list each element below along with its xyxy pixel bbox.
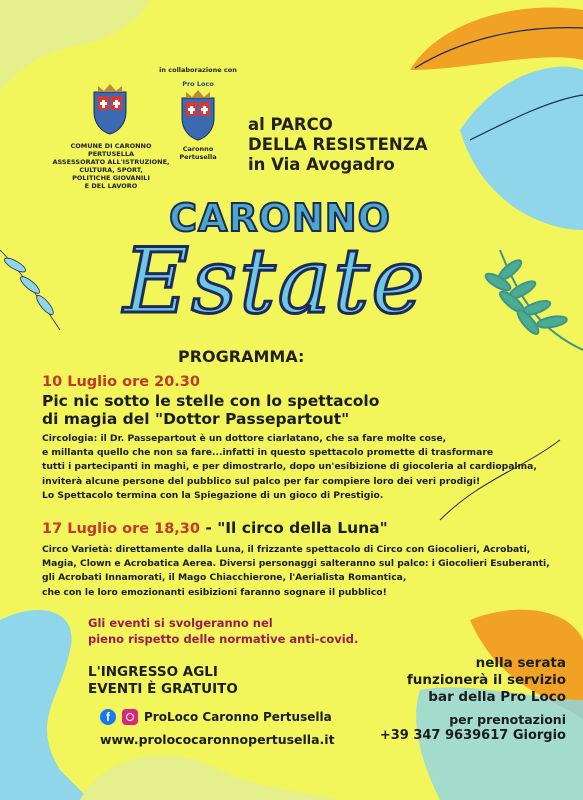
title-estate: Estate: [123, 229, 427, 334]
event-2-title: - "Il circo della Luna": [199, 519, 388, 537]
proloco-label: Caronno Pertusella: [179, 145, 217, 161]
proloco-crest: [176, 88, 220, 142]
covid-notice: Gli eventi si svolgeranno nel pieno rispetto delle normative anti-covid.: [88, 616, 359, 646]
blue-leaf: [460, 67, 583, 230]
social-name: ProLoco Caronno Pertusella: [144, 710, 332, 724]
collab-text: in collaborazione con: [159, 66, 237, 74]
facebook-icon[interactable]: f: [100, 709, 116, 725]
proloco-top-label: Pro Loco: [182, 80, 214, 88]
fern: [483, 250, 583, 350]
event-2-description: Circo Varietà: direttamente dalla Luna, il frizzante spettacolo di Circo con Giocolieri, Acrobati, Magia, Clown e Acrobatica Aerea. Diversi personaggi salteranno sul palco: i Giocolieri Esuberanti, gli Acrobati Innamorati, il Mago Chiacchierone, l'Aerialista Romantica, che con le loro emozionanti esibizioni faranno sognare il pubblico!: [42, 544, 550, 598]
comune-crest: [88, 82, 132, 136]
event-1-title: Pic nic sotto le stelle con lo spettacolo di magia del "Dottor Passepartout": [42, 392, 380, 428]
orange-leaf: [410, 8, 583, 71]
event-1-date: 10 Luglio ore 20.30: [42, 374, 200, 390]
event-2-heading: [42, 518, 552, 537]
booking-info: [330, 712, 566, 744]
event-1-description: Circologia: il Dr. Passepartout è un dottore ciarlatano, che sa fare molte cose, e millanta quello che non sa fare...infatti in questo spettacolo promette di trasformare tutti i partecipanti in maghi, e per dimostrarlo, dopo un'esibizione di giocoleria al cardiopalma, inviterà alcune persone del pubblico sul palco per far compiere loro dei veri prodigi! Lo Spettacolo termina con la Spiegazione di un gioco di Prestigio.: [42, 433, 537, 501]
event-2: [42, 518, 552, 600]
instagram-icon[interactable]: [122, 709, 138, 725]
bar-notice: nella serata funzionerà il servizio bar della Pro Loco: [406, 655, 566, 705]
event-1: [42, 374, 542, 503]
booking-label: per prenotazioni: [449, 712, 566, 727]
comune-label: COMUNE DI CARONNO PERTUSELLA ASSESSORATO ALL'ISTRUZIONE, CULTURA, SPORT, POLITICHE GIOVANILI E DEL LAVORO: [52, 142, 170, 190]
blob-top-left: [0, 0, 150, 90]
entry-notice: L'INGRESSO AGLI EVENTI È GRATUITO: [88, 664, 238, 697]
title-caronno: CARONNO: [169, 196, 391, 240]
social-row: [100, 708, 340, 726]
fern-left: [0, 250, 60, 330]
website-link[interactable]: www.prolococaronnopertusella.it: [100, 732, 335, 747]
blob-bottom-left: [0, 610, 90, 800]
event-2-date: 17 Luglio ore 18,30: [42, 521, 200, 537]
venue-text: al PARCO DELLA RESISTENZA in Via Avogadro: [248, 115, 428, 174]
booking-phone[interactable]: +39 347 9639617 Giorgio: [379, 728, 566, 743]
programma-heading: PROGRAMMA:: [178, 347, 305, 366]
